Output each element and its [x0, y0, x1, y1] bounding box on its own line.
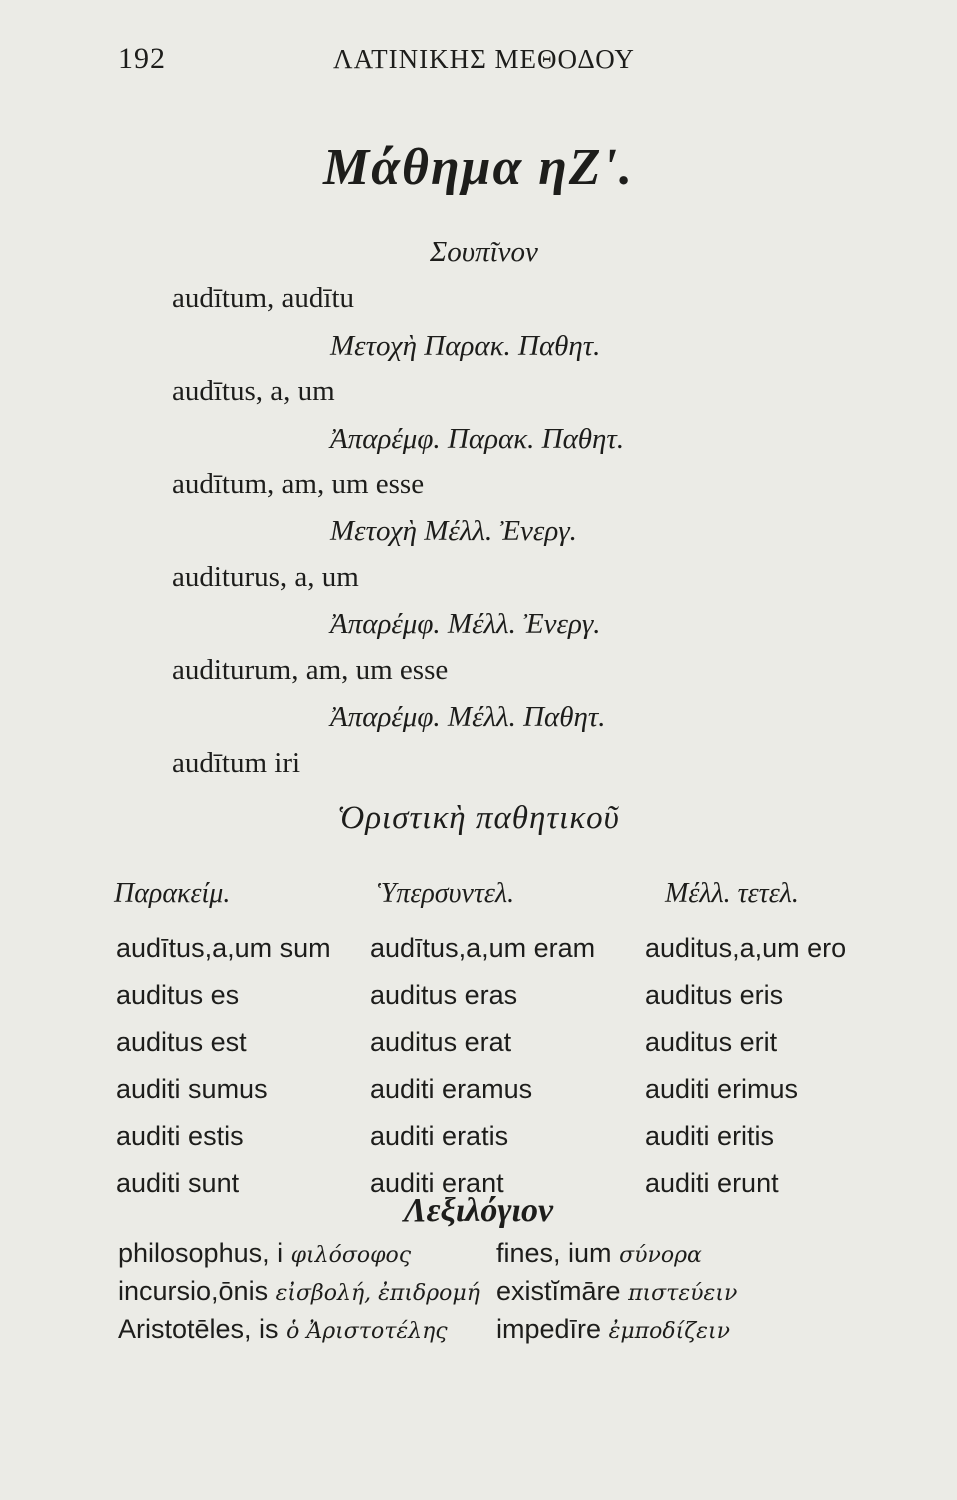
vocabulary-gloss: φιλόσοφος: [290, 1243, 412, 1268]
participle-label: Ἀπαρέμφ. Μέλλ. Ἐνεργ.: [330, 608, 601, 640]
pluperfect-column: [370, 928, 595, 1210]
vocabulary-gloss: εἰσβολή, ἐπιδρομή: [275, 1281, 480, 1306]
vocabulary-row: [118, 1314, 878, 1354]
participle-label: Μετοχὴ Παρακ. Παθητ.: [330, 330, 601, 362]
conjugation-form: auditus,a,um ero: [645, 933, 847, 963]
lesson-title: Μάθημα ηΖ'.: [323, 139, 634, 196]
future-perfect-column: [645, 928, 846, 1210]
participle-form: audītum iri: [172, 747, 301, 779]
vocabulary-row: [118, 1238, 878, 1278]
vocabulary-word: fines, ium: [496, 1238, 612, 1268]
conjugation-form: auditus erat: [370, 1027, 512, 1057]
participle-form: audītus, a, um: [172, 375, 335, 407]
conjugation-form: audītus,a,um eram: [370, 933, 596, 963]
page-header: [118, 42, 858, 82]
participle-form: audītum, am, um esse: [172, 468, 425, 500]
conjugation-form: audītus,a,um sum: [116, 933, 331, 963]
vocabulary-gloss: ἐμποδίζειν: [608, 1319, 730, 1344]
conjugation-form: auditus eris: [645, 980, 784, 1010]
vocabulary-word: impedīre: [496, 1314, 602, 1344]
participle-form: auditurus, a, um: [172, 561, 359, 593]
conjugation-form: auditi sunt: [116, 1168, 240, 1198]
indicative-heading: Ὁριστικὴ παθητικοῦ: [337, 800, 620, 836]
vocabulary-word: incursio,ōnis: [118, 1276, 269, 1306]
column-header-pluperfect: Ὑπερσυντελ.: [378, 878, 515, 909]
supine-label: Σουπῖνον: [430, 236, 538, 268]
conjugation-form: auditi sumus: [116, 1074, 268, 1104]
conjugation-form: auditus es: [116, 980, 240, 1010]
conjugation-form: auditi eratis: [370, 1121, 509, 1151]
conjugation-form: auditus erit: [645, 1027, 778, 1057]
participle-label: Μετοχὴ Μέλλ. Ἐνεργ.: [330, 515, 577, 547]
conjugation-form: auditi eritis: [645, 1121, 775, 1151]
page-number: 192: [118, 42, 166, 75]
vocabulary-gloss: σύνορα: [619, 1243, 702, 1268]
supine-form: audītum, audītu: [172, 282, 355, 314]
vocabulary-gloss: ὁ Ἀριστοτέλης: [286, 1319, 448, 1344]
participle-label: Ἀπαρέμφ. Μέλλ. Παθητ.: [330, 701, 606, 733]
perfect-column: [116, 928, 331, 1210]
column-header-perfect: Παρακείμ.: [114, 878, 231, 909]
vocabulary-heading: Λεξιλόγιον: [403, 1192, 554, 1229]
participle-label: Ἀπαρέμφ. Παρακ. Παθητ.: [330, 423, 625, 455]
conjugation-form: auditi erunt: [645, 1168, 779, 1198]
conjugation-form: auditi eramus: [370, 1074, 533, 1104]
conjugation-form: auditus est: [116, 1027, 247, 1057]
participle-form: auditurum, am, um esse: [172, 654, 449, 686]
vocabulary-gloss: πιστεύειν: [628, 1281, 738, 1306]
conjugation-form: auditi estis: [116, 1121, 244, 1151]
vocabulary-word: Aristotēles, is: [118, 1314, 279, 1344]
running-title: ΛΑΤΙΝΙΚΗΣ ΜΕΘΟΔΟΥ: [333, 44, 635, 74]
vocabulary-word: philosophus, i: [118, 1238, 284, 1268]
conjugation-form: auditus eras: [370, 980, 518, 1010]
column-header-future-perfect: Μέλλ. τετελ.: [665, 878, 799, 909]
conjugation-form: auditi erant: [370, 1168, 504, 1198]
vocabulary-row: [118, 1276, 878, 1316]
conjugation-form: auditi erimus: [645, 1074, 799, 1104]
vocabulary-word: existĭmāre: [496, 1276, 621, 1306]
